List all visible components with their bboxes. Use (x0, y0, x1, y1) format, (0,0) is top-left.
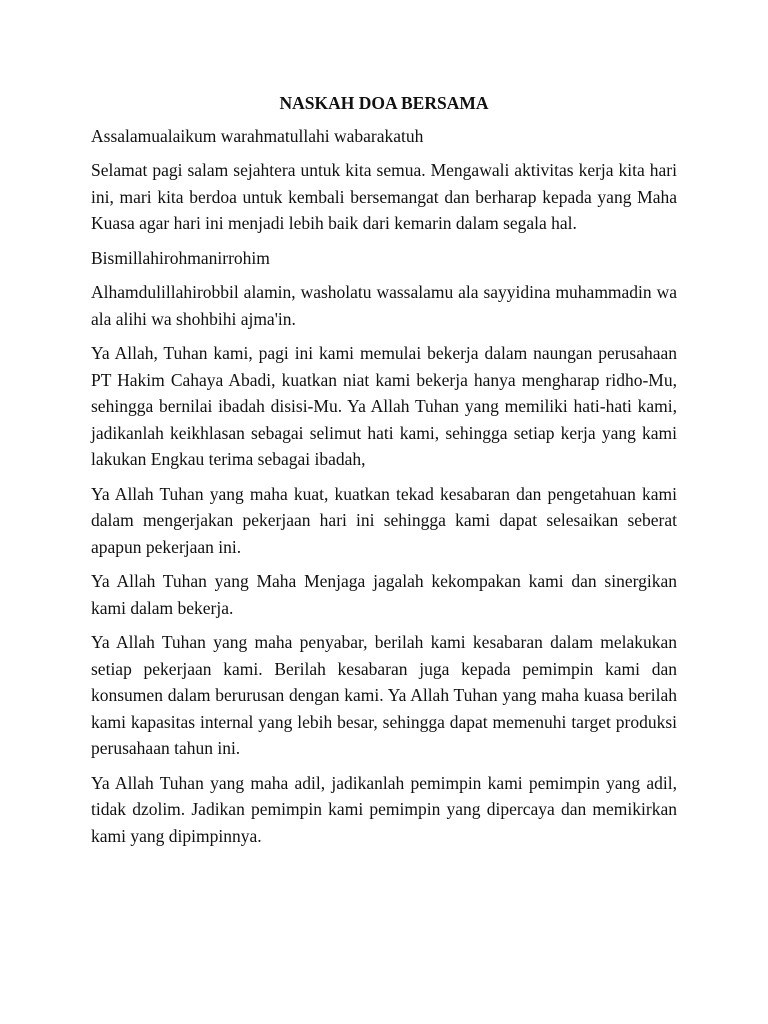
paragraph-greeting: Assalamualaikum warahmatullahi wabarakatuh (91, 125, 424, 146)
paragraph-opening: Selamat pagi salam sejahtera untuk kita semua. Mengawali aktivitas kerja kita hari ini, mari kita berdoa untuk kembali bersemangat dan berharap kepada yang Maha Kuasa agar hari ini menjadi lebih baik dari kemarin dalam segala hal. (91, 160, 677, 233)
document-title: NASKAH DOA BERSAMA (279, 93, 489, 113)
paragraph-hamdalah: Alhamdulillahirobbil alamin, washolatu wassalamu ala sayyidina muhammadin wa ala alihi wa shohbihi ajma'in. (91, 282, 677, 329)
paragraph-prayer-5: Ya Allah Tuhan yang maha adil, jadikanlah pemimpin kami pemimpin yang adil, tidak dzolim. Jadikan pemimpin kami pemimpin yang dipercaya dan memikirkan kami yang dipimpinnya. (91, 772, 677, 846)
paragraph-prayer-1: Ya Allah, Tuhan kami, pagi ini kami memulai bekerja dalam naungan perusahaan PT Hakim Cahaya Abadi, kuatkan niat kami bekerja hanya mengharap ridho-Mu, sehingga bernilai ibadah disisi-Mu. Ya Allah Tuhan yang memiliki hati-hati kami, jadikanlah keikhlasan sebagai selimut hati kami, sehingga setiap kerja yang kami lakukan Engkau terima sebagai ibadah, (91, 343, 677, 469)
document-page (91, 90, 677, 857)
paragraph-prayer-4: Ya Allah Tuhan yang maha penyabar, berilah kami kesabaran dalam melakukan setiap pekerjaan kami. Berilah kesabaran juga kepada pemimpin kami dan konsumen dalam berurusan dengan kami. Ya Allah Tuhan yang maha kuasa berilah kami kapasitas internal yang lebih besar, sehingga dapat memenuhi target produksi perusahaan tahun ini. (91, 632, 677, 758)
paragraph-prayer-3: Ya Allah Tuhan yang Maha Menjaga jagalah kekompakan kami dan sinergikan kami dalam bekerja. (91, 571, 677, 618)
paragraph-prayer-2: Ya Allah Tuhan yang maha kuat, kuatkan tekad kesabaran dan pengetahuan kami dalam mengerjakan pekerjaan hari ini sehingga kami dapat selesaikan seberat apapun pekerjaan ini. (91, 483, 677, 557)
paragraph-basmalah: Bismillahirohmanirrohim (91, 247, 270, 268)
